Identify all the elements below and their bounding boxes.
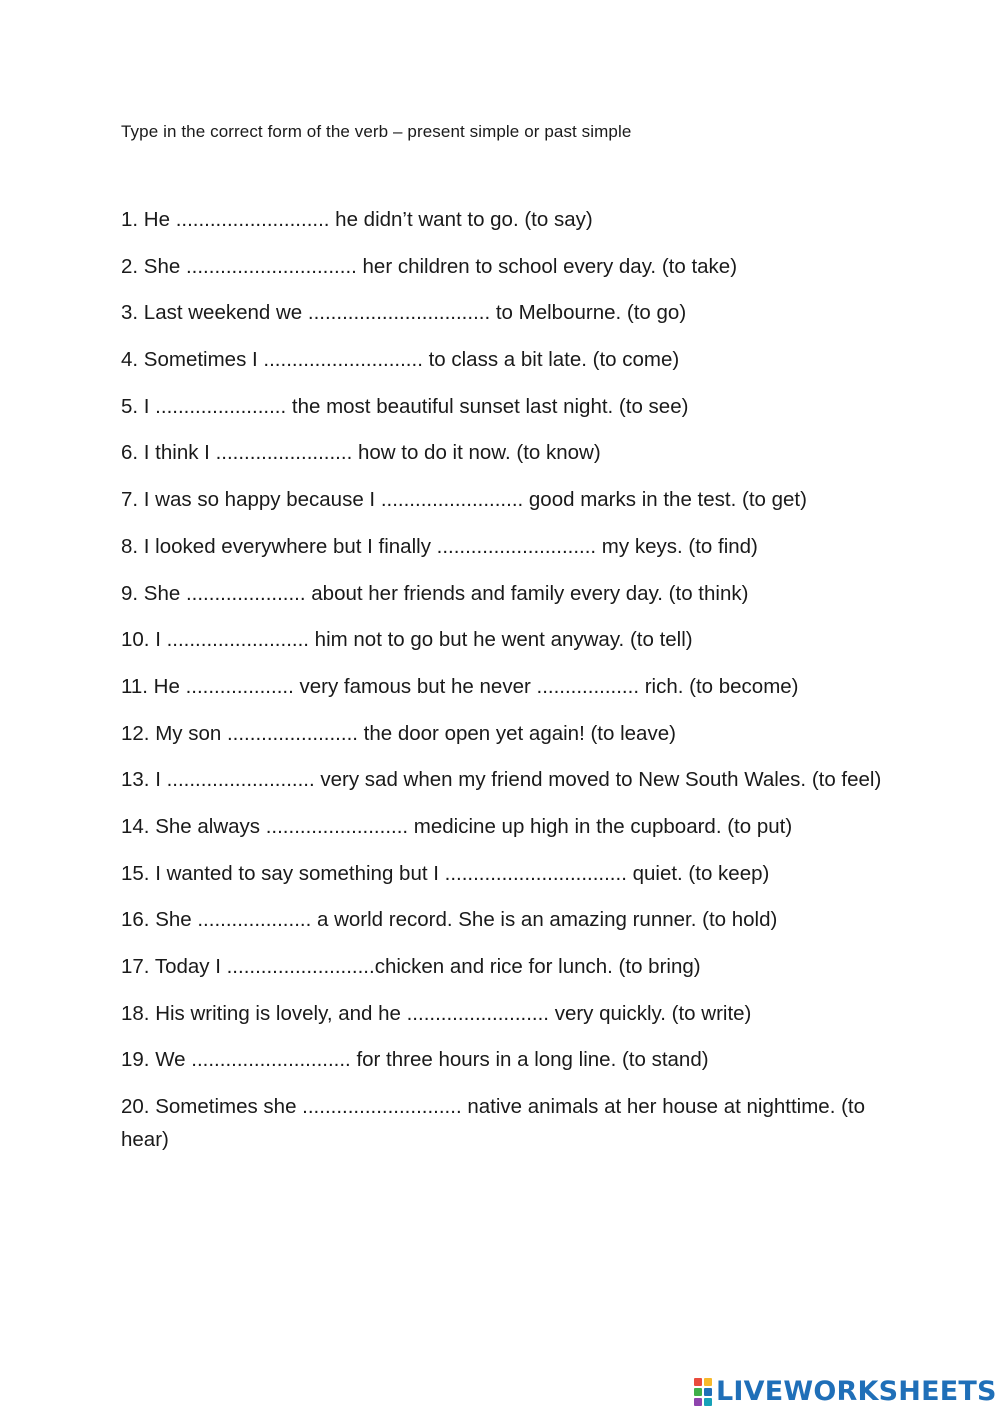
logo-tile [704,1378,712,1386]
question-item: 10. I ......................... him not to go but he went anyway. (to tell) [121,628,693,652]
brand-name: LIVEWORKSHEETS [716,1376,997,1407]
question-item: 7. I was so happy because I ......................... good marks in the test. (to get) [121,488,807,512]
logo-tile [694,1388,702,1396]
question-item: 3. Last weekend we ................................ to Melbourne. (to go) [121,301,687,325]
question-item: 17. Today I ..........................chicken and rice for lunch. (to bring) [121,955,701,978]
question-item: 8. I looked everywhere but I finally ............................ my keys. (to find) [121,534,758,558]
question-item: 14. She always ......................... medicine up high in the cupboard. (to put) [121,814,793,838]
question-item: 9. She ..................... about her friends and family every day. (to think) [121,581,749,605]
liveworksheets-logo [694,1376,997,1407]
question-item: 11. He ................... very famous but he never .................. rich. (to become) [121,674,799,698]
question-item: 1. He ........................... he didn’t want to go. (to say) [121,208,593,231]
logo-icon [694,1378,712,1406]
question-list [121,203,891,1170]
question-item: 12. My son ....................... the door open yet again! (to leave) [121,721,676,745]
logo-tile [704,1398,712,1406]
question-item: 16. She .................... a world record. She is an amazing runner. (to hold) [121,908,778,932]
question-item: 6. I think I ........................ how to do it now. (to know) [121,441,601,465]
instruction-text: Type in the correct form of the verb – present simple or past simple [121,122,632,141]
question-item: 2. She .............................. her children to school every day. (to take) [121,254,738,278]
logo-tile [694,1378,702,1386]
question-item: 19. We ............................ for three hours in a long line. (to stand) [121,1048,709,1072]
question-item: 18. His writing is lovely, and he ......................... very quickly. (to write) [121,1001,752,1025]
question-item: 5. I ....................... the most beautiful sunset last night. (to see) [121,394,689,418]
question-item: 15. I wanted to say something but I ................................ quiet. (to keep) [121,861,770,885]
question-item: 13. I .......................... very sad when my friend moved to New South Wales. (to feel) [121,768,882,792]
logo-tile [704,1388,712,1396]
logo-tile [694,1398,702,1406]
question-item: 4. Sometimes I ............................ to class a bit late. (to come) [121,348,680,372]
question-item: 20. Sometimes she ............................ native animals at her house at nighttime. (to hear) [121,1095,866,1152]
